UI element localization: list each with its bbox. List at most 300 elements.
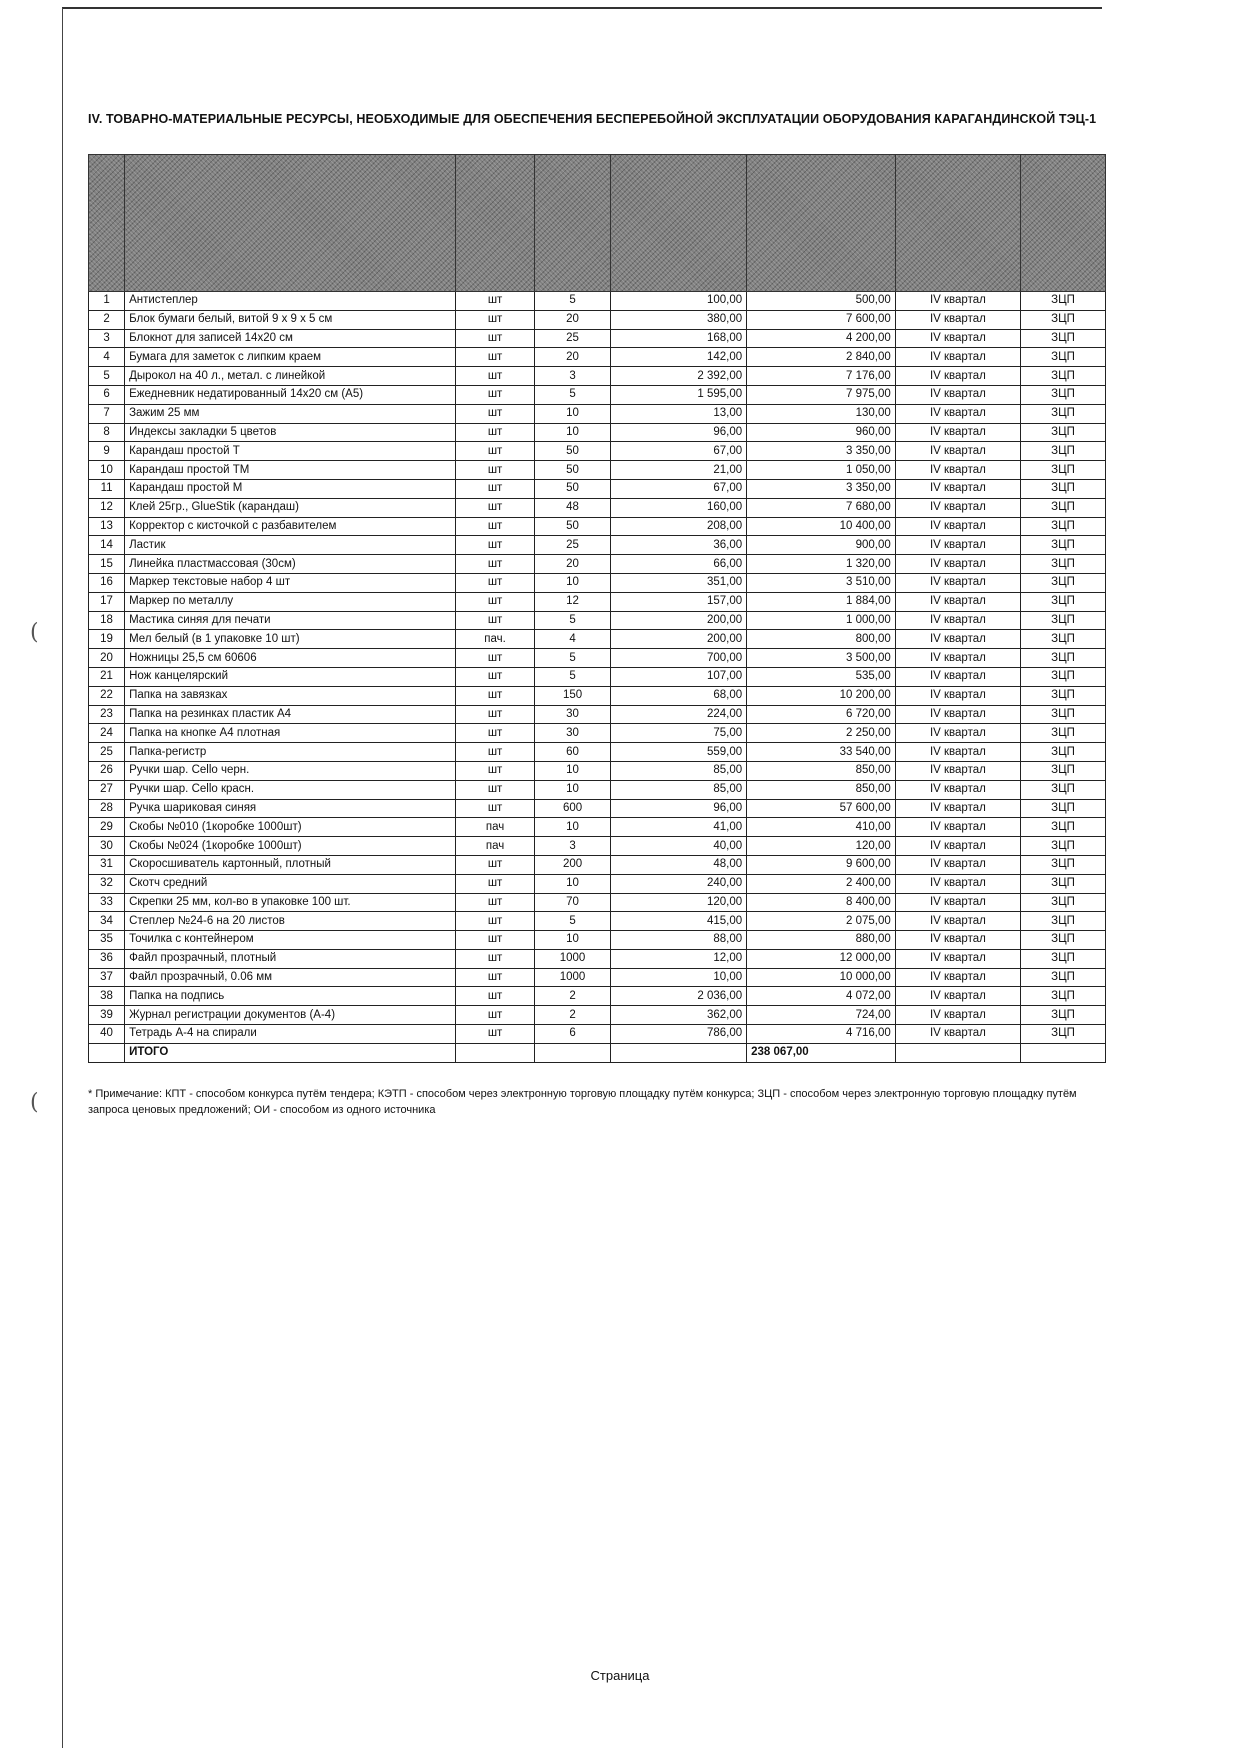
period-cell: IV квартал	[895, 780, 1020, 799]
row-num-cell: 1	[89, 292, 125, 311]
row-num-cell: 37	[89, 968, 125, 987]
row-num-cell: 10	[89, 461, 125, 480]
item-name-cell: Индексы закладки 5 цветов	[125, 423, 456, 442]
unit-cell: шт	[456, 573, 535, 592]
table-row	[89, 649, 1106, 668]
unit-price-cell: 41,00	[611, 818, 747, 837]
procurement-method-cell: ЗЦП	[1021, 573, 1106, 592]
quantity-cell: 10	[534, 761, 610, 780]
item-name-cell: Ручки шар. Cello черн.	[125, 761, 456, 780]
table-row	[89, 912, 1106, 931]
item-name-cell: Корректор с кисточкой с разбавителем	[125, 517, 456, 536]
procurement-method-cell: ЗЦП	[1021, 592, 1106, 611]
procurement-method-cell: ЗЦП	[1021, 855, 1106, 874]
period-cell: IV квартал	[895, 329, 1020, 348]
period-cell: IV квартал	[895, 667, 1020, 686]
table-row	[89, 705, 1106, 724]
procurement-method-cell: ЗЦП	[1021, 329, 1106, 348]
item-name-cell: Дырокол на 40 л., метал. с линейкой	[125, 367, 456, 386]
table-body	[89, 292, 1106, 1044]
scan-edge-top	[62, 7, 1102, 9]
item-name-cell: Блок бумаги белый, витой 9 х 9 х 5 см	[125, 310, 456, 329]
procurement-method-cell: ЗЦП	[1021, 667, 1106, 686]
table-row	[89, 874, 1106, 893]
unit-price-cell: 700,00	[611, 649, 747, 668]
unit-price-cell: 96,00	[611, 423, 747, 442]
period-cell: IV квартал	[895, 743, 1020, 762]
item-name-cell: Мел белый (в 1 упаковке 10 шт)	[125, 630, 456, 649]
table-row	[89, 630, 1106, 649]
unit-cell: пач	[456, 837, 535, 856]
unit-cell: шт	[456, 780, 535, 799]
unit-price-cell: 66,00	[611, 555, 747, 574]
row-num-cell: 34	[89, 912, 125, 931]
header-cell-method	[1021, 155, 1106, 292]
item-name-cell: Маркер текстовые набор 4 шт	[125, 573, 456, 592]
period-cell: IV квартал	[895, 1006, 1020, 1025]
period-cell: IV квартал	[895, 630, 1020, 649]
procurement-method-cell: ЗЦП	[1021, 968, 1106, 987]
quantity-cell: 30	[534, 705, 610, 724]
quantity-cell: 25	[534, 329, 610, 348]
item-name-cell: Скоросшиватель картонный, плотный	[125, 855, 456, 874]
unit-cell: шт	[456, 517, 535, 536]
period-cell: IV квартал	[895, 931, 1020, 950]
unit-price-cell: 120,00	[611, 893, 747, 912]
procurement-method-cell: ЗЦП	[1021, 837, 1106, 856]
unit-cell: шт	[456, 724, 535, 743]
item-name-cell: Папка-регистр	[125, 743, 456, 762]
period-cell: IV квартал	[895, 555, 1020, 574]
item-name-cell: Маркер по металлу	[125, 592, 456, 611]
unit-cell: шт	[456, 292, 535, 311]
header-cell-qty	[534, 155, 610, 292]
row-num-cell: 2	[89, 310, 125, 329]
procurement-method-cell: ЗЦП	[1021, 724, 1106, 743]
item-name-cell: Скобы №024 (1коробке 1000шт)	[125, 837, 456, 856]
quantity-cell: 5	[534, 292, 610, 311]
period-cell: IV квартал	[895, 949, 1020, 968]
procurement-method-cell: ЗЦП	[1021, 348, 1106, 367]
table-row	[89, 348, 1106, 367]
table-row	[89, 479, 1106, 498]
procurement-method-cell: ЗЦП	[1021, 423, 1106, 442]
period-cell: IV квартал	[895, 761, 1020, 780]
procurement-method-cell: ЗЦП	[1021, 310, 1106, 329]
sum-cell: 500,00	[747, 292, 896, 311]
row-num-cell: 32	[89, 874, 125, 893]
unit-price-cell: 107,00	[611, 667, 747, 686]
quantity-cell: 20	[534, 555, 610, 574]
sum-cell: 2 250,00	[747, 724, 896, 743]
item-name-cell: Ежедневник недатированный 14х20 см (А5)	[125, 385, 456, 404]
quantity-cell: 2	[534, 1006, 610, 1025]
period-cell: IV квартал	[895, 461, 1020, 480]
row-num-cell: 4	[89, 348, 125, 367]
unit-cell: шт	[456, 874, 535, 893]
quantity-cell: 600	[534, 799, 610, 818]
row-num-cell: 29	[89, 818, 125, 837]
sum-cell: 3 350,00	[747, 479, 896, 498]
procurement-method-cell: ЗЦП	[1021, 686, 1106, 705]
unit-price-cell: 200,00	[611, 630, 747, 649]
unit-price-cell: 240,00	[611, 874, 747, 893]
table-row	[89, 1006, 1106, 1025]
period-cell: IV квартал	[895, 893, 1020, 912]
procurement-method-cell: ЗЦП	[1021, 705, 1106, 724]
item-name-cell: Карандаш простой ТМ	[125, 461, 456, 480]
table-row	[89, 968, 1106, 987]
period-cell: IV квартал	[895, 348, 1020, 367]
sum-cell: 960,00	[747, 423, 896, 442]
quantity-cell: 50	[534, 461, 610, 480]
item-name-cell: Скобы №010 (1коробке 1000шт)	[125, 818, 456, 837]
unit-cell: шт	[456, 931, 535, 950]
table-row	[89, 555, 1106, 574]
quantity-cell: 1000	[534, 968, 610, 987]
table-row	[89, 893, 1106, 912]
quantity-cell: 3	[534, 367, 610, 386]
total-cell-empty	[89, 1043, 125, 1062]
unit-cell: шт	[456, 686, 535, 705]
period-cell: IV квартал	[895, 292, 1020, 311]
procurement-method-cell: ЗЦП	[1021, 649, 1106, 668]
unit-cell: шт	[456, 968, 535, 987]
procurement-method-cell: ЗЦП	[1021, 292, 1106, 311]
unit-cell: шт	[456, 893, 535, 912]
procurement-method-cell: ЗЦП	[1021, 461, 1106, 480]
row-num-cell: 27	[89, 780, 125, 799]
unit-price-cell: 48,00	[611, 855, 747, 874]
procurement-method-cell: ЗЦП	[1021, 498, 1106, 517]
header-cell-period	[895, 155, 1020, 292]
unit-price-cell: 2 036,00	[611, 987, 747, 1006]
procurement-method-cell: ЗЦП	[1021, 611, 1106, 630]
procurement-method-cell: ЗЦП	[1021, 874, 1106, 893]
item-name-cell: Ручка шариковая синяя	[125, 799, 456, 818]
quantity-cell: 150	[534, 686, 610, 705]
unit-price-cell: 168,00	[611, 329, 747, 348]
quantity-cell: 12	[534, 592, 610, 611]
unit-price-cell: 1 595,00	[611, 385, 747, 404]
sum-cell: 800,00	[747, 630, 896, 649]
row-num-cell: 16	[89, 573, 125, 592]
sum-cell: 850,00	[747, 761, 896, 780]
table-row	[89, 1025, 1106, 1044]
period-cell: IV квартал	[895, 536, 1020, 555]
header-cell-name	[125, 155, 456, 292]
unit-cell: шт	[456, 987, 535, 1006]
sum-cell: 33 540,00	[747, 743, 896, 762]
unit-cell: шт	[456, 611, 535, 630]
quantity-cell: 1000	[534, 949, 610, 968]
item-name-cell: Ножницы 25,5 см 60606	[125, 649, 456, 668]
period-cell: IV квартал	[895, 498, 1020, 517]
unit-price-cell: 208,00	[611, 517, 747, 536]
unit-cell: шт	[456, 1006, 535, 1025]
period-cell: IV квартал	[895, 423, 1020, 442]
unit-cell: шт	[456, 705, 535, 724]
quantity-cell: 50	[534, 442, 610, 461]
procurement-method-cell: ЗЦП	[1021, 442, 1106, 461]
header-cell-unit	[456, 155, 535, 292]
quantity-cell: 2	[534, 987, 610, 1006]
unit-price-cell: 67,00	[611, 442, 747, 461]
total-cell-empty	[1021, 1043, 1106, 1062]
unit-price-cell: 68,00	[611, 686, 747, 705]
unit-price-cell: 96,00	[611, 799, 747, 818]
item-name-cell: Тетрадь А-4 на спирали	[125, 1025, 456, 1044]
quantity-cell: 5	[534, 649, 610, 668]
unit-price-cell: 415,00	[611, 912, 747, 931]
quantity-cell: 48	[534, 498, 610, 517]
sum-cell: 9 600,00	[747, 855, 896, 874]
quantity-cell: 50	[534, 517, 610, 536]
table-row	[89, 592, 1106, 611]
row-num-cell: 39	[89, 1006, 125, 1025]
sum-cell: 3 350,00	[747, 442, 896, 461]
table-row	[89, 837, 1106, 856]
sum-cell: 410,00	[747, 818, 896, 837]
sum-cell: 130,00	[747, 404, 896, 423]
quantity-cell: 10	[534, 573, 610, 592]
unit-price-cell: 362,00	[611, 1006, 747, 1025]
unit-price-cell: 85,00	[611, 761, 747, 780]
item-name-cell: Зажим 25 мм	[125, 404, 456, 423]
table-row	[89, 461, 1106, 480]
period-cell: IV квартал	[895, 611, 1020, 630]
unit-cell: шт	[456, 348, 535, 367]
table-row	[89, 686, 1106, 705]
table-row	[89, 611, 1106, 630]
sum-cell: 3 510,00	[747, 573, 896, 592]
table-row	[89, 367, 1106, 386]
sum-cell: 3 500,00	[747, 649, 896, 668]
item-name-cell: Скрепки 25 мм, кол-во в упаковке 100 шт.	[125, 893, 456, 912]
row-num-cell: 8	[89, 423, 125, 442]
quantity-cell: 50	[534, 479, 610, 498]
unit-cell: шт	[456, 385, 535, 404]
table-row	[89, 724, 1106, 743]
period-cell: IV квартал	[895, 479, 1020, 498]
quantity-cell: 10	[534, 423, 610, 442]
procurement-method-cell: ЗЦП	[1021, 931, 1106, 950]
quantity-cell: 6	[534, 1025, 610, 1044]
unit-price-cell: 12,00	[611, 949, 747, 968]
unit-cell: шт	[456, 367, 535, 386]
period-cell: IV квартал	[895, 912, 1020, 931]
unit-price-cell: 160,00	[611, 498, 747, 517]
table-row	[89, 329, 1106, 348]
table-row	[89, 931, 1106, 950]
item-name-cell: Папка на подпись	[125, 987, 456, 1006]
unit-cell: шт	[456, 310, 535, 329]
quantity-cell: 10	[534, 874, 610, 893]
unit-price-cell: 2 392,00	[611, 367, 747, 386]
unit-price-cell: 67,00	[611, 479, 747, 498]
quantity-cell: 10	[534, 818, 610, 837]
row-num-cell: 40	[89, 1025, 125, 1044]
item-name-cell: Ластик	[125, 536, 456, 555]
row-num-cell: 5	[89, 367, 125, 386]
table-row	[89, 667, 1106, 686]
sum-cell: 6 720,00	[747, 705, 896, 724]
unit-price-cell: 224,00	[611, 705, 747, 724]
unit-cell: шт	[456, 536, 535, 555]
item-name-cell: Карандаш простой Т	[125, 442, 456, 461]
table-row	[89, 949, 1106, 968]
sum-cell: 57 600,00	[747, 799, 896, 818]
unit-cell: шт	[456, 404, 535, 423]
unit-cell: шт	[456, 592, 535, 611]
table-row	[89, 517, 1106, 536]
procurement-method-cell: ЗЦП	[1021, 761, 1106, 780]
table-row	[89, 385, 1106, 404]
row-num-cell: 28	[89, 799, 125, 818]
quantity-cell: 25	[534, 536, 610, 555]
row-num-cell: 15	[89, 555, 125, 574]
sum-cell: 2 075,00	[747, 912, 896, 931]
table-row	[89, 780, 1106, 799]
procurement-method-cell: ЗЦП	[1021, 893, 1106, 912]
quantity-cell: 5	[534, 912, 610, 931]
row-num-cell: 33	[89, 893, 125, 912]
row-num-cell: 19	[89, 630, 125, 649]
unit-price-cell: 200,00	[611, 611, 747, 630]
row-num-cell: 30	[89, 837, 125, 856]
item-name-cell: Папка на резинках пластик А4	[125, 705, 456, 724]
quantity-cell: 5	[534, 385, 610, 404]
period-cell: IV квартал	[895, 987, 1020, 1006]
period-cell: IV квартал	[895, 705, 1020, 724]
row-num-cell: 35	[89, 931, 125, 950]
row-num-cell: 38	[89, 987, 125, 1006]
quantity-cell: 4	[534, 630, 610, 649]
row-num-cell: 25	[89, 743, 125, 762]
quantity-cell: 10	[534, 931, 610, 950]
unit-price-cell: 21,00	[611, 461, 747, 480]
row-num-cell: 18	[89, 611, 125, 630]
table-row	[89, 442, 1106, 461]
sum-cell: 10 200,00	[747, 686, 896, 705]
period-cell: IV квартал	[895, 799, 1020, 818]
period-cell: IV квартал	[895, 517, 1020, 536]
sum-cell: 2 400,00	[747, 874, 896, 893]
unit-cell: шт	[456, 1025, 535, 1044]
unit-cell: шт	[456, 423, 535, 442]
total-cell-empty	[895, 1043, 1020, 1062]
unit-price-cell: 10,00	[611, 968, 747, 987]
item-name-cell: Антистеплер	[125, 292, 456, 311]
scan-edge-left	[62, 8, 63, 1748]
sum-cell: 535,00	[747, 667, 896, 686]
row-num-cell: 31	[89, 855, 125, 874]
period-cell: IV квартал	[895, 1025, 1020, 1044]
unit-cell: шт	[456, 949, 535, 968]
item-name-cell: Бумага для заметок с липким краем	[125, 348, 456, 367]
period-cell: IV квартал	[895, 686, 1020, 705]
sum-cell: 1 320,00	[747, 555, 896, 574]
row-num-cell: 7	[89, 404, 125, 423]
unit-cell: пач.	[456, 630, 535, 649]
row-num-cell: 3	[89, 329, 125, 348]
sum-cell: 4 200,00	[747, 329, 896, 348]
page-label: Страница	[590, 1668, 650, 1683]
quantity-cell: 70	[534, 893, 610, 912]
row-num-cell: 6	[89, 385, 125, 404]
table-row	[89, 818, 1106, 837]
period-cell: IV квартал	[895, 592, 1020, 611]
procurement-method-cell: ЗЦП	[1021, 987, 1106, 1006]
sum-cell: 1 884,00	[747, 592, 896, 611]
period-cell: IV квартал	[895, 874, 1020, 893]
period-cell: IV квартал	[895, 385, 1020, 404]
period-cell: IV квартал	[895, 649, 1020, 668]
row-num-cell: 13	[89, 517, 125, 536]
sum-cell: 8 400,00	[747, 893, 896, 912]
unit-price-cell: 40,00	[611, 837, 747, 856]
sum-cell: 4 716,00	[747, 1025, 896, 1044]
unit-price-cell: 13,00	[611, 404, 747, 423]
quantity-cell: 30	[534, 724, 610, 743]
procurement-method-cell: ЗЦП	[1021, 949, 1106, 968]
sum-cell: 2 840,00	[747, 348, 896, 367]
total-cell-empty	[456, 1043, 535, 1062]
unit-cell: шт	[456, 555, 535, 574]
procurement-method-cell: ЗЦП	[1021, 630, 1106, 649]
unit-cell: шт	[456, 649, 535, 668]
quantity-cell: 20	[534, 310, 610, 329]
unit-cell: шт	[456, 329, 535, 348]
sum-cell: 880,00	[747, 931, 896, 950]
row-num-cell: 36	[89, 949, 125, 968]
unit-price-cell: 100,00	[611, 292, 747, 311]
procurement-method-cell: ЗЦП	[1021, 912, 1106, 931]
table-row	[89, 292, 1106, 311]
row-num-cell: 11	[89, 479, 125, 498]
unit-cell: шт	[456, 442, 535, 461]
footnote: * Примечание: КПТ - способом конкурса путём тендера; КЭТП - способом через электронную торговую площадку путём конкурса; ЗЦП - способом через электронную торговую площадку путём запроса ценовых предложений; ОИ - способом из одного источника	[88, 1088, 1077, 1116]
item-name-cell: Скотч средний	[125, 874, 456, 893]
quantity-cell: 5	[534, 667, 610, 686]
unit-cell: шт	[456, 799, 535, 818]
table-row	[89, 743, 1106, 762]
unit-price-cell: 75,00	[611, 724, 747, 743]
period-cell: IV квартал	[895, 310, 1020, 329]
sum-cell: 724,00	[747, 1006, 896, 1025]
table-row	[89, 423, 1106, 442]
scan-artifact-mark: (	[30, 620, 39, 645]
sum-cell: 120,00	[747, 837, 896, 856]
item-name-cell: Файл прозрачный, плотный	[125, 949, 456, 968]
item-name-cell: Степлер №24-6 на 20 листов	[125, 912, 456, 931]
sum-cell: 12 000,00	[747, 949, 896, 968]
unit-cell: шт	[456, 855, 535, 874]
procurement-method-cell: ЗЦП	[1021, 385, 1106, 404]
row-num-cell: 20	[89, 649, 125, 668]
quantity-cell: 5	[534, 611, 610, 630]
table-row	[89, 310, 1106, 329]
scan-artifact-mark: (	[30, 1090, 39, 1115]
item-name-cell: Ручки шар. Cello красн.	[125, 780, 456, 799]
unit-cell: шт	[456, 479, 535, 498]
row-num-cell: 26	[89, 761, 125, 780]
unit-cell: пач	[456, 818, 535, 837]
row-num-cell: 24	[89, 724, 125, 743]
procurement-method-cell: ЗЦП	[1021, 536, 1106, 555]
unit-price-cell: 786,00	[611, 1025, 747, 1044]
period-cell: IV квартал	[895, 837, 1020, 856]
